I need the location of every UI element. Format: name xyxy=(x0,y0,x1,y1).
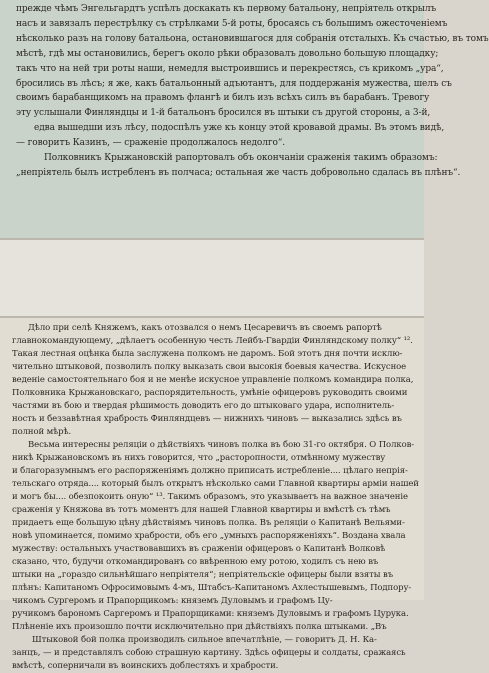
bottom-text-fragment xyxy=(0,318,424,671)
text-line: своимъ барабанщикомъ на правомъ флангѣ и билъ изъ всѣхъ силъ въ барабанъ. Тревогу xyxy=(16,93,430,104)
text-line: прежде чѣмъ Энгельгардтъ успѣлъ доскакать къ первому батальону, непріятель открылъ xyxy=(16,4,437,14)
text-line: полной мѣрѣ. xyxy=(12,427,72,437)
text-line: сказано, что, будучи откомандированъ со ввѣренною ему ротою, ходилъ съ нею въ xyxy=(12,557,379,567)
text-line: чикомъ Сургеромъ и Прапорщикомъ: княземъ Дуловымъ и графомъ Цу- xyxy=(12,596,333,606)
text-line: веденіе самостоятельнаго боя и не менѣе искусное управленіе полкомъ командира полка, xyxy=(12,375,414,385)
text-line: едва вышедши изъ лѣсу, подоспѣлъ уже къ концу этой кровавой драмы. Въ этомъ видѣ, xyxy=(34,123,445,134)
text-line: такъ что на ней три роты наши, немедля выстроившись и перекрестясь, съ крикомъ „ура“, xyxy=(16,63,444,74)
text-line: Такая лестная оцѣнка была заслужена полкомъ не даромъ. Бой этотъ дня почти исклю- xyxy=(12,349,403,359)
text-line: — говоритъ Казинъ, — сраженіе продолжалось недолго“. xyxy=(16,138,286,149)
middle-text-fragment xyxy=(0,240,424,318)
text-line: Весьма интересны реляціи о дѣйствіяхъ чиновъ полка въ бою 31-го октября. О Полков- xyxy=(28,440,415,450)
text-line: „непріятель былъ истребленъ въ полчаса; остальная же часть добровольно сдалась въ плѣнъ“. xyxy=(16,167,461,178)
text-line: и благоразумнымъ его распоряженіямъ должно приписать истребленіе.... цѣлаго непрія- xyxy=(12,466,408,476)
text-line: эту услышали Финляндцы и 1-й батальонъ бросился въ штыки съ другой стороны, а 3-й, xyxy=(16,108,431,119)
text-line: мужеству: остальныхъ участвовавшихъ въ сраженіи офицеровъ о Капитанѣ Волковѣ xyxy=(12,544,386,554)
text-line: ность и беззавѣтная храбрость Финляндцевъ — нижнихъ чиновъ — выказались здѣсь въ xyxy=(12,414,402,424)
text-line: штыки на „гораздо сильнѣйшаго непріятеля“; непріятельскіе офицеры были взяты въ xyxy=(12,570,394,580)
text-line: Штыковой бой полка производилъ сильное впечатлѣніе, — говоритъ Д. Н. Ка- xyxy=(32,635,377,645)
text-line: частями въ бою и твердая рѣшимость доводить его до штыковаго удара, исполнитель- xyxy=(12,401,395,411)
text-line: никѣ Крыжановскомъ въ нихъ говорится, что „расторопности, отмѣнному мужеству xyxy=(12,453,386,463)
text-line: сраженія у Княжова въ тотъ моментъ для нашей Главной квартиры и вмѣстѣ съ тѣмъ xyxy=(12,505,391,515)
text-line: вмѣстѣ, соперничали въ воинскихъ доблестяхъ и храбрости. xyxy=(12,661,279,671)
text-line: и могъ бы.... обезпокоить оную“ ¹³. Такимъ образомъ, это указываетъ на важное значеніе xyxy=(12,492,408,502)
text-line: новѣ упоминается, помимо храбрости, объ его „умныхъ распоряженіяхъ“. Воздана хвала xyxy=(12,531,406,541)
text-line: бросились въ лѣсъ; я же, какъ батальонный адъютантъ, для поддержанія мужества, шелъ съ xyxy=(16,78,452,89)
text-line: плѣнъ: Капитаномъ Офросимовымъ 4-мъ, Штабсъ-Капитаномъ Ахлестышевымъ, Подпору- xyxy=(12,583,412,593)
text-line: занцъ, — и представлялъ собою страшную картину. Здѣсь офицеры и солдаты, сражаясь xyxy=(12,648,406,658)
text-line: мѣстѣ, гдѣ мы остановились, берегъ около рѣки образовалъ довольно большую площадку; xyxy=(16,48,439,59)
text-line: главнокомандующему, „дѣлаетъ особенную честь Лейбъ-Гвардіи Финляндскому полку“ ¹². xyxy=(12,336,413,346)
text-line: насъ и завязалъ перестрѣлку съ стрѣлками 5-й роты, бросаясь съ большимъ ожесточеніемъ xyxy=(16,18,448,29)
text-line: придаетъ еще большую цѣну дѣйствіямъ чиновъ полка. Въ реляціи о Капитанѣ Вельями- xyxy=(12,518,405,528)
text-line: Плѣненіе ихъ произошло почти исключительно при дѣйствіяхъ полка штыками. „Въ xyxy=(12,622,387,632)
text-line: Полковникъ Крыжановскій рапортовалъ объ окончаніи сраженія такимъ образомъ: xyxy=(44,153,438,164)
text-line: чительно штыковой, позволилъ полку выказать свои высокія боевыя качества. Искусное xyxy=(12,362,407,372)
text-line: Полковника Крыжановскаго, распорядительность, умѣніе офицеровъ руководить своими xyxy=(12,388,408,398)
text-line: тельскаго отряда.... который былъ открытъ нѣсколько сами Главной квартиры арміи нашей xyxy=(12,479,419,489)
text-line: нѣсколько разъ на голову батальона, остановившагося для собранія отсталыхъ. Къ счастью, въ томъ xyxy=(16,33,489,44)
text-line: Дѣло при селѣ Княжемъ, какъ отозвался о немъ Цесаревичъ въ своемъ рапортѣ xyxy=(28,323,382,333)
text-line: ручикомъ барономъ Саргеромъ и Прапорщиками: княземъ Дуловымъ и графомъ Цурука. xyxy=(12,609,409,619)
top-text-fragment xyxy=(0,0,489,240)
